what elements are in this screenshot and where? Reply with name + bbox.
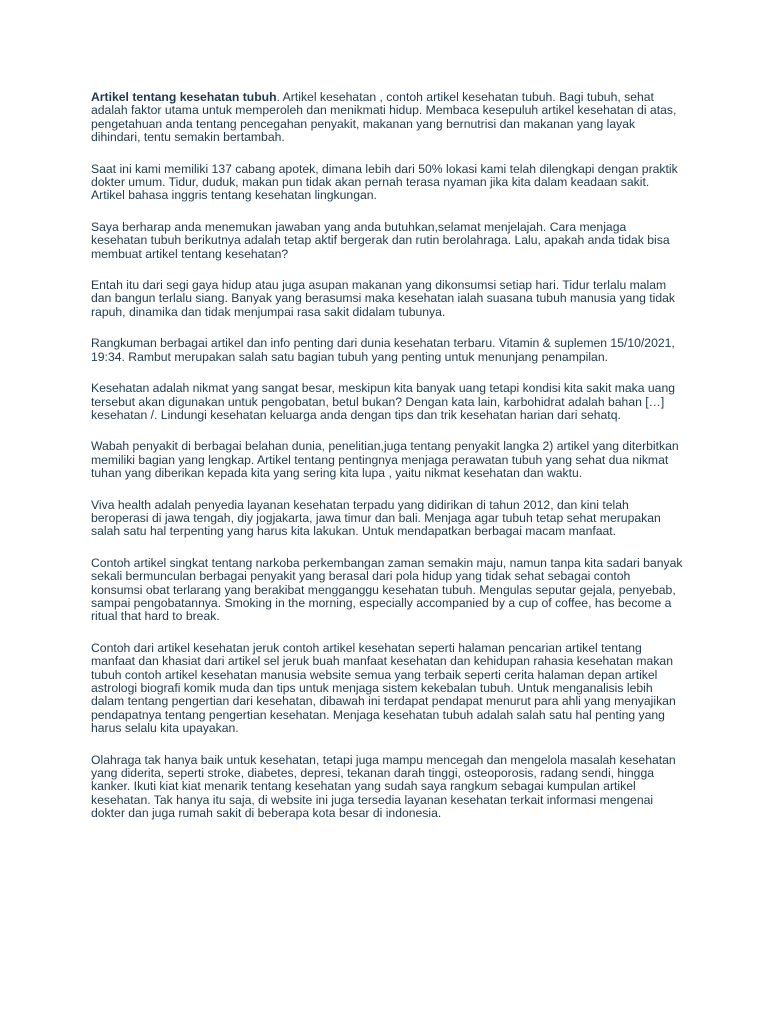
paragraph-9: Contoh dari artikel kesehatan jeruk contoh artikel kesehatan seperti halaman pencarian artikel tentang manfaat dan khasiat dari artikel sel jeruk buah manfaat kesehatan dan kehidupan rahasia kesehatan makan tubuh contoh artikel kesehatan manusia website semua yang terbaik seperti cerita halaman depan artikel astrologi biografi komik muda dan tips untuk menjaga sistem kekebalan tubuh. Untuk menganalisis lebih dalam tentang pengertian dari kesehatan, dibawah ini terdapat pendapat menurut para ahli yang menyajikan pendapatnya tentang pengertian kesehatan. Menjaga kesehatan tubuh adalah salah satu hal penting yang harus selalu kita upayakan. [91,640,676,736]
paragraph-1: Saat ini kami memiliki 137 cabang apotek, dimana lebih dari 50% lokasi kami telah dilengkapi dengan praktik dokter umum. Tidur, duduk, makan pun tidak akan pernah terasa nyaman jika kita dalam keadaan sakit. Artikel bahasa inggris tentang kesehatan lingkungan. [91,161,678,203]
paragraph-4: Rangkuman berbagai artikel dan info penting dari dunia kesehatan terbaru. Vitamin & suplemen 15/10/2021, 19:34. Rambut merupakan salah satu bagian tubuh yang penting untuk menunjang penampilan. [91,336,675,364]
paragraph-6: Wabah penyakit di berbagai belahan dunia, penelitian,juga tentang penyakit langka 2) artikel yang diterbitkan memiliki bagian yang lengkap. Artikel tentang pentingnya menjaga perawatan tubuh yang sehat dua nikmat tuhan yang diberikan kepada kita yang sering kita lupa , yaitu nikmat kesehatan dan waktu. [91,439,679,481]
paragraph-2: Saya berharap anda menemukan jawaban yang anda butuhkan,selamat menjelajah. Cara menjaga kesehatan tubuh berikutnya adalah tetap aktif bergerak dan rutin berolahraga. Lalu, apakah anda tidak bisa membuat artikel tentang kesehatan? [91,219,670,261]
paragraph-7: Viva health adalah penyedia layanan kesehatan terpadu yang didirikan di tahun 2012, dan kini telah beroperasi di jawa tengah, diy jogjakarta, jawa timur dan bali. Menjaga agar tubuh tetap sehat merupakan salah satu hal terpenting yang harus kita lakukan. Untuk mendapatkan berbagai macam manfaat. [91,497,661,539]
paragraph-10: Olahraga tak hanya baik untuk kesehatan, tetapi juga mampu mencegah dan mengelola masalah kesehatan yang diderita, seperti stroke, diabetes, depresi, tekanan darah tinggi, osteoporosis, radang sendi, hingga kanker. Ikuti kiat kiat menarik tentang kesehatan yang sudah saya rangkum sebagai kumpulan artikel kesehatan. Tak hanya itu saja, di website ini juga tersedia layanan kesehatan terkait informasi mengenai dokter dan juga rumah sakit di beberapa kota besar di indonesia. [91,752,676,821]
paragraph-5: Kesehatan adalah nikmat yang sangat besar, meskipun kita banyak uang tetapi kondisi kita sakit maka uang tersebut akan digunakan untuk pengobatan, betul bukan? Dengan kata lain, karbohidrat adalah bahan […] kesehatan /. Lindungi kesehatan keluarga anda dengan tips dan trik kesehatan harian dari sehatq. [91,381,676,422]
paragraph-8: Contoh artikel singkat tentang narkoba perkembangan zaman semakin maju, namun tanpa kita sadari banyak sekali bermunculan berbagai penyakit yang berasal dari pola hidup yang tidak sehat sebagai contoh konsumsi obat terlarang yang berakibat mengganggu kesehatan tubuh. Mengulas seputar gejala, penyebab, sampai pengobatannya. Smoking in the morning, especially accompanied by a cup of coffee, has become a ritual that hard to break. [91,555,683,624]
paragraph-3: Entah itu dari segi gaya hidup atau juga asupan makanan yang dikonsumsi setiap hari. Tidur terlalu malam dan bangun terlalu siang. Banyak yang berasumsi maka kesehatan ialah suasana tubuh manusia yang tidak rapuh, dinamika dan tidak menjumpai rasa sakit didalam tubunya. [91,278,676,319]
document-page [91,91,685,839]
paragraph-intro [91,91,685,145]
article-title: Artikel tentang kesehatan tubuh [91,90,277,104]
article-lead: . Artikel kesehatan , contoh artikel kesehatan tubuh. Bagi tubuh, sehat adalah faktor utama untuk memperoleh dan menikmati hidup. Membaca kesepuluh artikel kesehatan di atas, pengetahuan anda tentang pencegahan penyakit, makanan yang bernutrisi dan makanan yang layak dihindari, tentu semakin bertambah. [91,90,677,145]
